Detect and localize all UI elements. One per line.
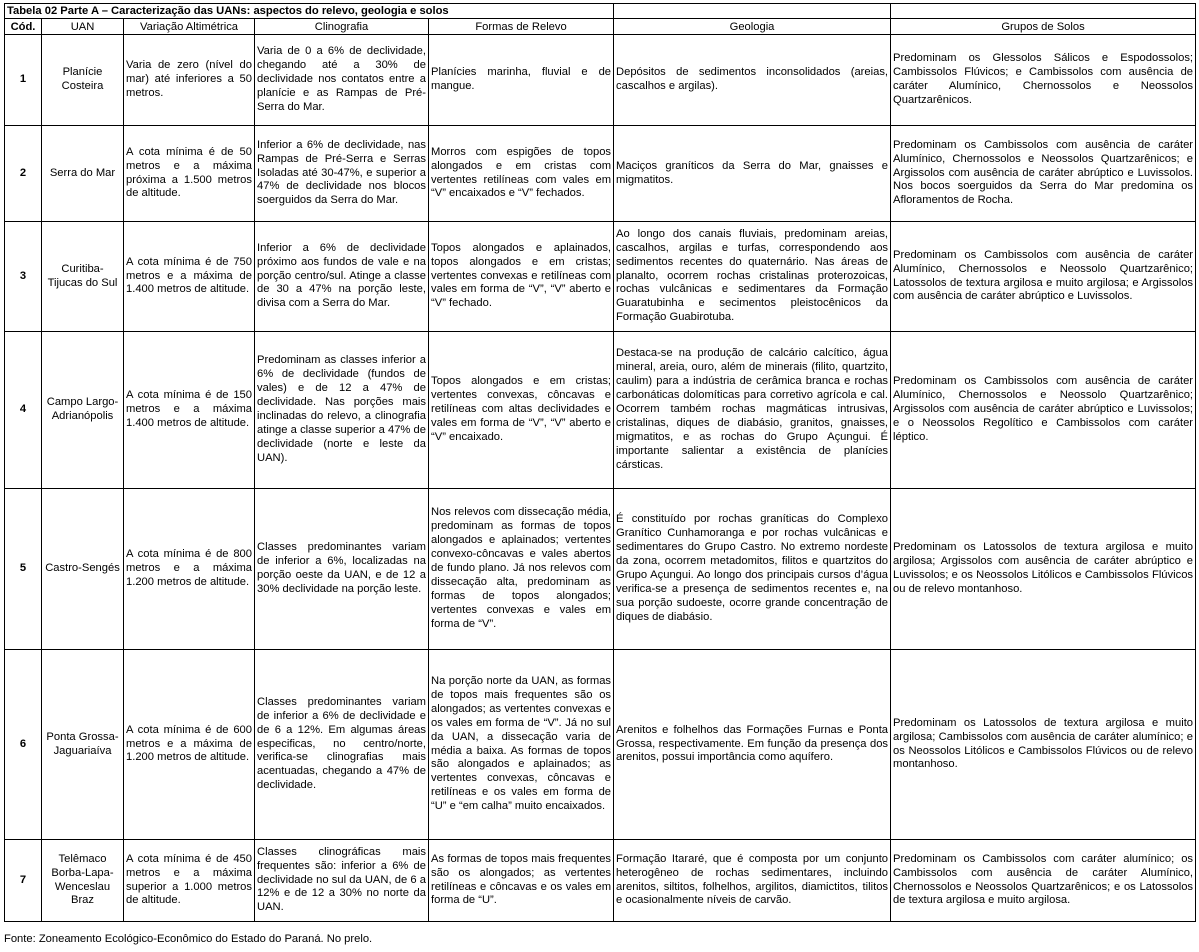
cell-geologia: Destaca-se na produção de calcário calcítico, água mineral, areia, ouro, além de minerais (filito, quartzito, caulim) para a indústria de cerâmica branca e rochas carbonáticas dolomíticas para corretivo agrícola e cal. Ocorrem também rochas magmáticas intrusivas, cristalinas, diques de diabásio, granitos, gnaisses, migmatitos, e as rochas do Grupo Açungui. É importante salientar a existência de planícies cársticas. bbox=[614, 332, 891, 489]
cell-solos: Predominam os Latossolos de textura argilosa e muito argilosa; Cambissolos com ausência de caráter alumínico; e os Neossolos Litólicos e Cambissolos Flúvicos ou de relevo montanhoso. bbox=[891, 650, 1196, 840]
cell-geologia: Ao longo dos canais fluviais, predominam areias, cascalhos, argilas e turfas, correspondendo aos sedimentos recentes do quaternário. Nas áreas de planalto, ocorrem rochas cristalinas proterozoicas, rochas vulcânicas e sedimentares da Formação Guaratubinha e secimentos pleistocênicos da Formação Guabirotuba. bbox=[614, 222, 891, 332]
cell-uan: Planície Costeira bbox=[42, 35, 124, 126]
cell-formas: Planícies marinha, fluvial e de mangue. bbox=[429, 35, 614, 126]
cell-uan: Telêmaco Borba-Lapa-Wenceslau Braz bbox=[42, 840, 124, 922]
cell-geologia: Arenitos e folhelhos das Formações Furnas e Ponta Grossa, respectivamente. Em função da presença dos arenitos, possui importância como aquífero. bbox=[614, 650, 891, 840]
cell-cod: 6 bbox=[5, 650, 42, 840]
table-row bbox=[5, 126, 1196, 222]
header-cod: Cód. bbox=[5, 19, 42, 35]
table-row bbox=[5, 222, 1196, 332]
cell-clinografia: Predominam as classes inferior a 6% de declividade (fundos de vales) e de 12 a 47% de declividade. Nas porções mais inclinadas do relevo, a clinografia atinge a classe superior a 47% de declividade (norte e leste da UAN). bbox=[255, 332, 429, 489]
cell-uan: Serra do Mar bbox=[42, 126, 124, 222]
cell-variacao: A cota mínima é de 450 metros e a máxima superior a 1.000 metros de altitude. bbox=[124, 840, 255, 922]
cell-solos: Predominam os Cambissolos com caráter alumínico; os Cambissolos com ausência de caráter Alumínico, Chernossolos e Neossolos Quartzarênicos; e os Latossolos de textura argilosa e muito argilosa. bbox=[891, 840, 1196, 922]
cell-cod: 5 bbox=[5, 489, 42, 650]
cell-solos: Predominam os Cambissolos com ausência de caráter Alumínico, Chernossolos e Neossolo Quartzarênico; Argissolos com ausência de caráter abrúptico e Luvissolos; e o Neossolos Regolítico e Cambissolos com caráter léptico. bbox=[891, 332, 1196, 489]
blank-cell bbox=[614, 4, 891, 19]
cell-clinografia: Classes predominantes variam de inferior a 6% de declividade e de 6 a 12%. Em algumas áreas especificas, no centro/norte, verifica-se clinografias mais acentuadas, chegando a 47% de declividade. bbox=[255, 650, 429, 840]
cell-formas: Topos alongados e em cristas; vertentes convexas, côncavas e retilíneas com altas declividades e vales em forma de “V”, “V” aberto e “V” encaixado. bbox=[429, 332, 614, 489]
cell-formas: Nos relevos com dissecação média, predominam as formas de topos alongados e aplainados; vertentes convexo-côncavas e vales abertos de fundo plano. Já nos relevos com dissecação alta, predominam as formas de topos alongados; vertentes convexas e vales em forma de “V”. bbox=[429, 489, 614, 650]
header-solos: Grupos de Solos bbox=[891, 19, 1196, 35]
cell-cod: 3 bbox=[5, 222, 42, 332]
table-row bbox=[5, 332, 1196, 489]
cell-cod: 4 bbox=[5, 332, 42, 489]
cell-variacao: A cota mínima é de 800 metros e a máxima 1.200 metros de altitude. bbox=[124, 489, 255, 650]
cell-clinografia: Varia de 0 a 6% de declividade, chegando até a 30% de declividade nos contatos entre a planície e as Rampas de Pré-Serra do Mar. bbox=[255, 35, 429, 126]
cell-solos: Predominam os Cambissolos com ausência de caráter Alumínico, Chernossolos e Neossolos Quartzarênicos; e Argissolos com ausência de caráter abrúptico e Luvissolos. Nos bocos soerguidos da Serra do Mar predomina os Afloramentos de Rocha. bbox=[891, 126, 1196, 222]
table-header-row bbox=[5, 19, 1196, 35]
cell-clinografia: Inferior a 6% de declividade próximo aos fundos de vale e na porção centro/sul. Atinge a classe de 30 a 47% na porção leste, divisa com a Serra do Mar. bbox=[255, 222, 429, 332]
header-uan: UAN bbox=[42, 19, 124, 35]
cell-uan: Campo Largo-Adrianópolis bbox=[42, 332, 124, 489]
header-formas: Formas de Relevo bbox=[429, 19, 614, 35]
cell-variacao: A cota mínima é de 50 metros e a máxima próxima a 1.500 metros de altitude. bbox=[124, 126, 255, 222]
cell-formas: Topos alongados e aplainados, topos alongados e em cristas; vertentes convexas e retilíneas com vales em forma de “V”, “V” aberto e “V” fechado. bbox=[429, 222, 614, 332]
cell-variacao: A cota mínima é de 600 metros e a máxima de 1.200 metros de altitude. bbox=[124, 650, 255, 840]
header-clinografia: Clinografia bbox=[255, 19, 429, 35]
table-row bbox=[5, 840, 1196, 922]
cell-variacao: Varia de zero (nível do mar) até inferiores a 50 metros. bbox=[124, 35, 255, 126]
table-title: Tabela 02 Parte A – Caracterização das UANs: aspectos do relevo, geologia e solos bbox=[5, 4, 614, 19]
cell-geologia: Depósitos de sedimentos inconsolidados (areias, cascalhos e argilas). bbox=[614, 35, 891, 126]
cell-uan: Ponta Grossa-Jaguariaíva bbox=[42, 650, 124, 840]
source-note: Fonte: Zoneamento Ecológico-Econômico do Estado do Paraná. No prelo. bbox=[4, 933, 373, 945]
cell-variacao: A cota mínima é de 150 metros e a máxima 1.400 metros de altitude. bbox=[124, 332, 255, 489]
cell-formas: As formas de topos mais frequentes são os alongados; as vertentes retilíneas e côncavas e os vales em forma de “U”. bbox=[429, 840, 614, 922]
cell-formas: Morros com espigões de topos alongados e em cristas com vertentes retilíneas com vales em “V” encaixados e “V” fechados. bbox=[429, 126, 614, 222]
cell-geologia: É constituído por rochas graníticas do Complexo Granítico Cunhamoranga e por rochas vulcânicas e sedimentares do Grupo Castro. No extremo nordeste da zona, ocorrem metadomitos, filitos e quartzitos do Grupo Açungui. Ao longo dos principais cursos d’água verifica-se a presença de sedimentos recentes e, na sua porção sudoeste, ocorre grande concentração de diques de diabásio. bbox=[614, 489, 891, 650]
cell-clinografia: Inferior a 6% de declividade, nas Rampas de Pré-Serra e Serras Isoladas até 30-47%, e superior a 47% de declividade nos blocos soerguidos da Serra do Mar. bbox=[255, 126, 429, 222]
table-title-row bbox=[5, 4, 1196, 19]
table-row bbox=[5, 489, 1196, 650]
cell-solos: Predominam os Cambissolos com ausência de caráter Alumínico, Chernossolos e Neossolo Quartzarênico; Latossolos de textura argilosa e muito argilosa; e Argissolos com ausência de caráter abrúptico e Luvissolos. bbox=[891, 222, 1196, 332]
cell-clinografia: Classes predominantes variam de inferior a 6%, localizadas na porção oeste da UAN, e de 12 a 30% declividade na porção leste. bbox=[255, 489, 429, 650]
cell-uan: Castro-Sengés bbox=[42, 489, 124, 650]
cell-cod: 7 bbox=[5, 840, 42, 922]
cell-clinografia: Classes clinográficas mais frequentes são: inferior a 6% de declividade no sul da UAN, de 6 a 12% e de 12 a 30% no norte da UAN. bbox=[255, 840, 429, 922]
header-geologia: Geologia bbox=[614, 19, 891, 35]
cell-uan: Curitiba-Tijucas do Sul bbox=[42, 222, 124, 332]
table-row bbox=[5, 35, 1196, 126]
cell-geologia: Maciços graníticos da Serra do Mar, gnaisses e migmatitos. bbox=[614, 126, 891, 222]
cell-cod: 2 bbox=[5, 126, 42, 222]
cell-formas: Na porção norte da UAN, as formas de topos mais frequentes são os alongados; as vertentes convexas e os vales em forma de “V”. Já no sul da UAN, a dissecação varia de média a baixa. As formas de topos são alongados e aplainados; as vertentes convexas, côncavas e retilíneas e os vales em forma de “U” e “em calha” muito encaixados. bbox=[429, 650, 614, 840]
uan-table bbox=[4, 3, 1196, 922]
cell-variacao: A cota mínima é de 750 metros e a máxima de 1.400 metros de altitude. bbox=[124, 222, 255, 332]
cell-solos: Predominam os Latossolos de textura argilosa e muito argilosa; Argissolos com ausência de caráter abrúptico e Luvissolos; e os Neossolos Litólicos e Cambissolos Flúvicos ou de relevo montanhoso. bbox=[891, 489, 1196, 650]
document bbox=[4, 3, 1195, 922]
blank-cell bbox=[891, 4, 1196, 19]
cell-cod: 1 bbox=[5, 35, 42, 126]
header-variacao: Variação Altimétrica bbox=[124, 19, 255, 35]
cell-solos: Predominam os Glessolos Sálicos e Espodossolos; Cambissolos Flúvicos; e Cambissolos com ausência de caráter Alumínico, Chernossolos e Neossolos Quartzarênicos. bbox=[891, 35, 1196, 126]
cell-geologia: Formação Itararé, que é composta por um conjunto heterogêneo de rochas sedimentares, incluindo arenitos, siltitos, folhelhos, argilitos, diamictitos, tilitos e ocasionalmente níveis de carvão. bbox=[614, 840, 891, 922]
table-row bbox=[5, 650, 1196, 840]
